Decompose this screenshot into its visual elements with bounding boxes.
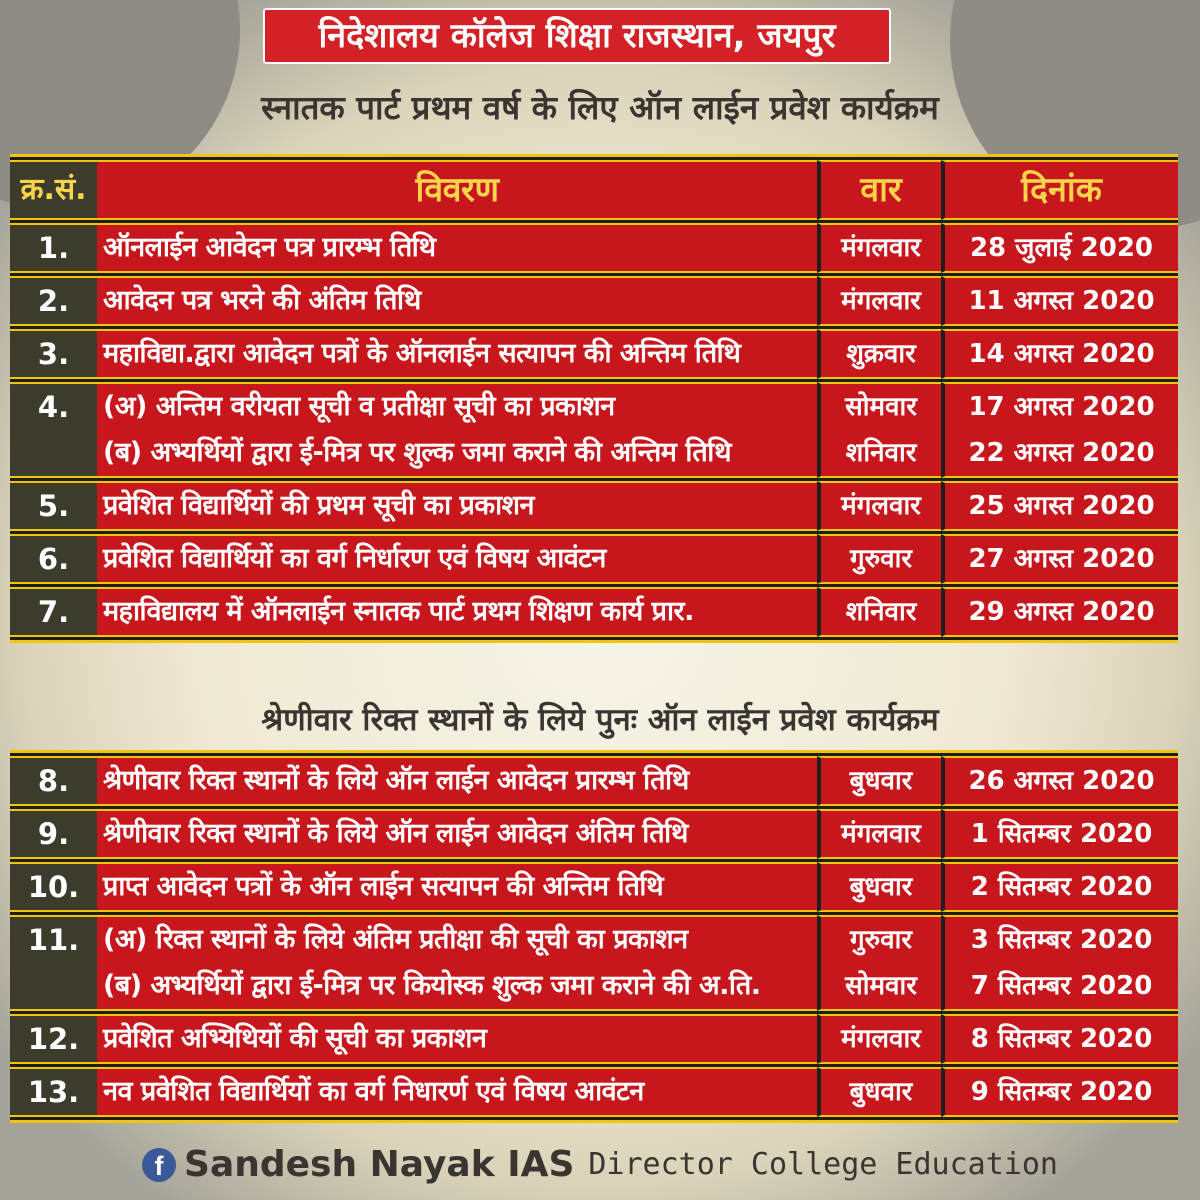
row-serial-number: 6. xyxy=(10,534,97,584)
row-serial-number: 2. xyxy=(10,276,97,326)
row-day xyxy=(817,587,941,637)
header-sn: क्र.सं. xyxy=(10,160,97,220)
row-date-line: 14 अगस्त 2020 xyxy=(968,339,1155,369)
row-day-line: मंगलवार xyxy=(841,233,921,263)
row-date-line: 2 सितम्बर 2020 xyxy=(970,872,1153,902)
table-row xyxy=(10,382,1178,478)
row-day-line: सोमवार xyxy=(845,971,917,1001)
row-day xyxy=(817,756,941,806)
footer xyxy=(0,1144,1200,1194)
row-date-line: 11 अगस्त 2020 xyxy=(968,286,1155,316)
row-date-line: 17 अगस्त 2020 xyxy=(968,392,1155,422)
row-description xyxy=(97,1014,817,1064)
table-row xyxy=(10,756,1178,806)
row-date-line: 1 सितम्बर 2020 xyxy=(970,819,1153,849)
row-day xyxy=(817,329,941,379)
row-day xyxy=(817,481,941,531)
row-day-line: मंगलवार xyxy=(841,819,921,849)
row-description xyxy=(97,587,817,637)
row-description-line: प्रवेशित विद्यार्थियों की प्रथम सूची का प्रकाशन xyxy=(103,490,534,521)
row-day-line: शनिवार xyxy=(845,597,917,627)
row-date xyxy=(941,329,1178,379)
row-date xyxy=(941,223,1178,273)
row-serial-number: 7. xyxy=(10,587,97,637)
row-serial-number: 1. xyxy=(10,223,97,273)
row-day xyxy=(817,1014,941,1064)
header-date: दिनांक xyxy=(941,160,1178,220)
page-subtitle: स्नातक पार्ट प्रथम वर्ष के लिए ऑन लाईन प्रवेश कार्यक्रम xyxy=(261,88,939,127)
table-row xyxy=(10,276,1178,326)
row-day-line: बुधवार xyxy=(849,766,913,796)
row-description xyxy=(97,862,817,912)
row-date xyxy=(941,534,1178,584)
row-date-line: 28 जुलाई 2020 xyxy=(969,233,1154,263)
row-date-line: 27 अगस्त 2020 xyxy=(968,544,1155,574)
row-serial-number: 3. xyxy=(10,329,97,379)
row-description xyxy=(97,534,817,584)
row-date-line: 22 अगस्त 2020 xyxy=(968,438,1155,468)
row-serial-number: 12. xyxy=(10,1014,97,1064)
facebook-icon: f xyxy=(142,1148,176,1182)
row-description-line: आवेदन पत्र भरने की अंतिम तिथि xyxy=(103,285,421,316)
row-date-line: 7 सितम्बर 2020 xyxy=(970,971,1153,1001)
row-day xyxy=(817,276,941,326)
row-date xyxy=(941,915,1178,1011)
row-description-line: (ब) अभ्यर्थियों द्वारा ई-मित्र पर शुल्क जमा कराने की अन्तिम तिथि xyxy=(103,437,731,468)
table-row xyxy=(10,1014,1178,1064)
schedule-table-vacant-seats xyxy=(10,750,1178,1123)
row-day-line: बुधवार xyxy=(849,872,913,902)
row-description xyxy=(97,481,817,531)
table-row xyxy=(10,223,1178,273)
row-description xyxy=(97,223,817,273)
row-date xyxy=(941,481,1178,531)
row-day xyxy=(817,1067,941,1117)
table-header-row xyxy=(10,160,1178,220)
row-description xyxy=(97,809,817,859)
schedule-table-main xyxy=(10,154,1178,643)
row-day xyxy=(817,809,941,859)
row-description-line: महाविद्या.द्वारा आवेदन पत्रों के ऑनलाईन सत्यापन की अन्तिम तिथि xyxy=(103,338,741,369)
row-day-line: शनिवार xyxy=(845,438,917,468)
row-description-line: श्रेणीवार रिक्त स्थानों के लिये ऑन लाईन आवेदन प्रारम्भ तिथि xyxy=(103,765,689,796)
row-description-line: महाविद्यालय में ऑनलाईन स्नातक पार्ट प्रथम शिक्षण कार्य प्रार. xyxy=(103,596,694,627)
row-day-line: मंगलवार xyxy=(841,1024,921,1054)
row-day-line: सोमवार xyxy=(845,392,917,422)
row-day xyxy=(817,862,941,912)
footer-author-role: Director College Education xyxy=(588,1147,1058,1182)
row-day-line: मंगलवार xyxy=(841,491,921,521)
row-date-line: 25 अगस्त 2020 xyxy=(968,491,1155,521)
row-day-line: मंगलवार xyxy=(841,286,921,316)
table-row xyxy=(10,329,1178,379)
row-day-line: गुरुवार xyxy=(849,544,912,574)
row-serial-number: 8. xyxy=(10,756,97,806)
row-date xyxy=(941,1067,1178,1117)
table-row xyxy=(10,1067,1178,1117)
row-day-line: बुधवार xyxy=(849,1077,913,1107)
row-description-line: प्राप्त आवेदन पत्रों के ऑन लाईन सत्यापन की अन्तिम तिथि xyxy=(103,871,664,902)
row-serial-number: 10. xyxy=(10,862,97,912)
row-serial-number: 9. xyxy=(10,809,97,859)
row-day-line: गुरुवार xyxy=(849,925,912,955)
row-date xyxy=(941,1014,1178,1064)
row-date xyxy=(941,276,1178,326)
page-title: निदेशालय कॉलेज शिक्षा राजस्थान, जयपुर xyxy=(263,8,891,64)
row-description-line: श्रेणीवार रिक्त स्थानों के लिये ऑन लाईन आवेदन अंतिम तिथि xyxy=(103,818,688,849)
row-date xyxy=(941,809,1178,859)
row-day xyxy=(817,382,941,478)
row-description-line: (ब) अभ्यर्थियों द्वारा ई-मित्र पर कियोस्क शुल्क जमा कराने की अ.ति. xyxy=(103,970,761,1001)
row-date-line: 3 सितम्बर 2020 xyxy=(970,925,1153,955)
header-day: वार xyxy=(817,160,941,220)
row-description xyxy=(97,1067,817,1117)
row-date xyxy=(941,382,1178,478)
table-row xyxy=(10,915,1178,1011)
row-description xyxy=(97,382,817,478)
footer-author-name: Sandesh Nayak IAS xyxy=(184,1144,575,1185)
row-serial-number: 11. xyxy=(10,915,97,1011)
row-day-line: शुक्रवार xyxy=(846,339,916,369)
row-date-line: 29 अगस्त 2020 xyxy=(968,597,1155,627)
row-date xyxy=(941,587,1178,637)
table-row xyxy=(10,809,1178,859)
row-day xyxy=(817,534,941,584)
row-date xyxy=(941,862,1178,912)
row-description-line: (अ) रिक्त स्थानों के लिये अंतिम प्रतीक्षा की सूची का प्रकाशन xyxy=(103,924,688,955)
table-row xyxy=(10,587,1178,637)
row-description-line: प्रवेशित विद्यार्थियों का वर्ग निर्धारण एवं विषय आवंटन xyxy=(103,543,606,574)
section-2-title: श्रेणीवार रिक्त स्थानों के लिये पुनः ऑन लाईन प्रवेश कार्यक्रम xyxy=(261,702,939,738)
row-date-line: 9 सितम्बर 2020 xyxy=(970,1077,1153,1107)
row-description xyxy=(97,756,817,806)
row-description xyxy=(97,329,817,379)
row-day xyxy=(817,223,941,273)
row-date-line: 26 अगस्त 2020 xyxy=(968,766,1155,796)
row-description xyxy=(97,915,817,1011)
header-description: विवरण xyxy=(97,160,817,220)
table-row xyxy=(10,862,1178,912)
table-row xyxy=(10,534,1178,584)
table-row xyxy=(10,481,1178,531)
row-serial-number: 4. xyxy=(10,382,97,478)
row-date xyxy=(941,756,1178,806)
row-description-line: प्रवेशित अभ्यिथियों की सूची का प्रकाशन xyxy=(103,1023,487,1054)
row-day xyxy=(817,915,941,1011)
row-description-line: (अ) अन्तिम वरीयता सूची व प्रतीक्षा सूची का प्रकाशन xyxy=(103,391,615,422)
row-description-line: ऑनलाईन आवेदन पत्र प्रारम्भ तिथि xyxy=(103,232,436,263)
row-date-line: 8 सितम्बर 2020 xyxy=(970,1024,1153,1054)
row-serial-number: 5. xyxy=(10,481,97,531)
row-description-line: नव प्रवेशित विद्यार्थियों का वर्ग निधारर्ण एवं विषय आवंटन xyxy=(103,1076,644,1107)
row-description xyxy=(97,276,817,326)
row-serial-number: 13. xyxy=(10,1067,97,1117)
